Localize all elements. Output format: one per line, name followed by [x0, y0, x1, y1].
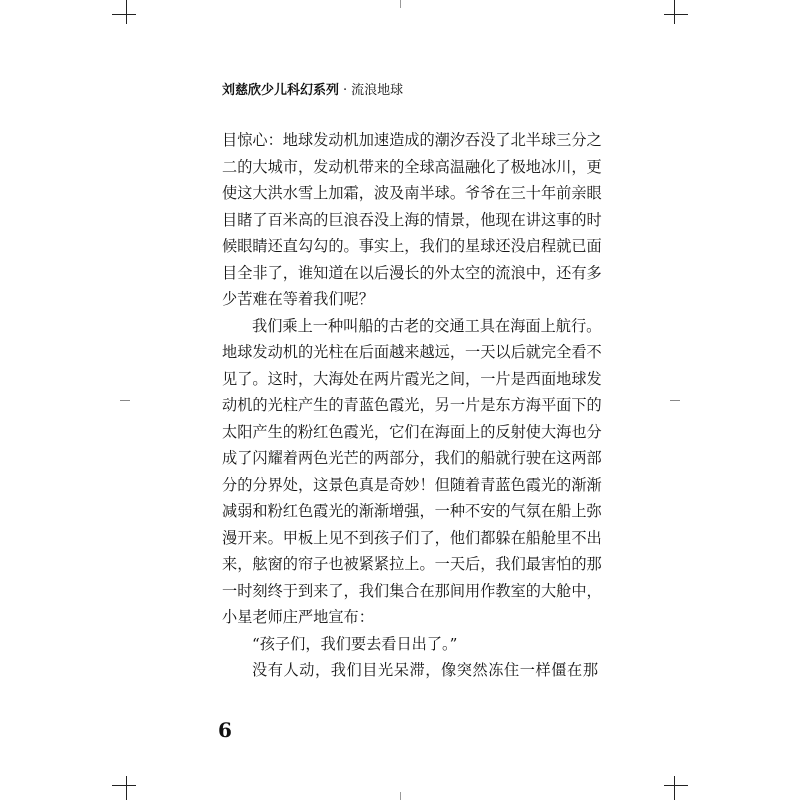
center-mark-right	[670, 400, 680, 401]
center-mark-top	[400, 0, 401, 8]
text-line: 二的大城市，发动机带来的全球高温融化了极地冰川，更	[222, 157, 602, 176]
page-number: 6	[218, 718, 232, 742]
crop-mark-bottom-left-v	[126, 776, 127, 800]
text-line: 分的分界处，这景色真是奇妙！但随着青蓝色霞光的渐渐	[222, 475, 602, 494]
crop-mark-top-left-v	[126, 0, 127, 24]
text-line: 见了。这时，大海处在两片霞光之间，一片是西面地球发	[222, 369, 602, 388]
text-line: “孩子们，我们要去看日出了。”	[252, 634, 458, 653]
text-line: 成了闪耀着两色光芒的两部分，我们的船就行驶在这两部	[222, 449, 602, 467]
crop-mark-bottom-right-v	[674, 776, 675, 800]
text-line: 目睹了百米高的巨浪吞没上海的情景，他现在讲这事的时	[222, 210, 602, 229]
text-line: 我们乘上一种叫船的古老的交通工具在海面上航行。	[252, 316, 602, 335]
crop-mark-top-right-h	[664, 14, 688, 15]
text-line: 太阳产生的粉红色霞光，它们在海面上的反射使大海也分	[222, 422, 602, 441]
text-line: 少苦难在等着我们呢？	[222, 290, 374, 308]
series-title: 刘慈欣少儿科幻系列	[222, 83, 340, 98]
text-line: 没有人动，我们目光呆滞，像突然冻住一样僵在那	[252, 661, 598, 679]
text-line: 漫开来。甲板上见不到孩子们了，他们都躲在船舱里不出	[222, 528, 602, 547]
text-line: 地球发动机的光柱在后面越来越远，一天以后就完全看不	[222, 343, 602, 361]
center-mark-bottom	[400, 792, 401, 800]
text-line: 候眼睛还直勾勾的。事实上，我们的星球还没启程就已面	[222, 237, 602, 255]
crop-mark-top-left-h	[112, 14, 136, 15]
crop-mark-bottom-left-h	[112, 785, 136, 786]
book-title: 流浪地球	[351, 83, 404, 98]
running-head-separator: ·	[343, 83, 348, 98]
body-text	[222, 127, 602, 684]
text-line: 一时刻终于到来了，我们集合在那间用作教室的大舱中，	[222, 581, 602, 600]
running-head	[222, 79, 403, 98]
text-line: 动机的光柱产生的青蓝色霞光，另一片是东方海平面下的	[222, 396, 602, 414]
text-line: 小星老师庄严地宣布：	[222, 608, 374, 626]
text-line: 目全非了，谁知道在以后漫长的外太空的流浪中，还有多	[222, 263, 602, 282]
text-line: 使这大洪水雪上加霜，波及南半球。爷爷在三十年前亲眼	[222, 184, 602, 202]
text-line: 目惊心：地球发动机加速造成的潮汐吞没了北半球三分之	[222, 131, 602, 149]
crop-mark-bottom-right-h	[664, 785, 688, 786]
text-line: 减弱和粉红色霞光的渐渐增强，一种不安的气氛在船上弥	[222, 502, 602, 520]
crop-mark-top-right-v	[674, 0, 675, 24]
center-mark-left	[120, 400, 130, 401]
text-line: 来，舷窗的帘子也被紧紧拉上。一天后，我们最害怕的那	[222, 555, 602, 573]
